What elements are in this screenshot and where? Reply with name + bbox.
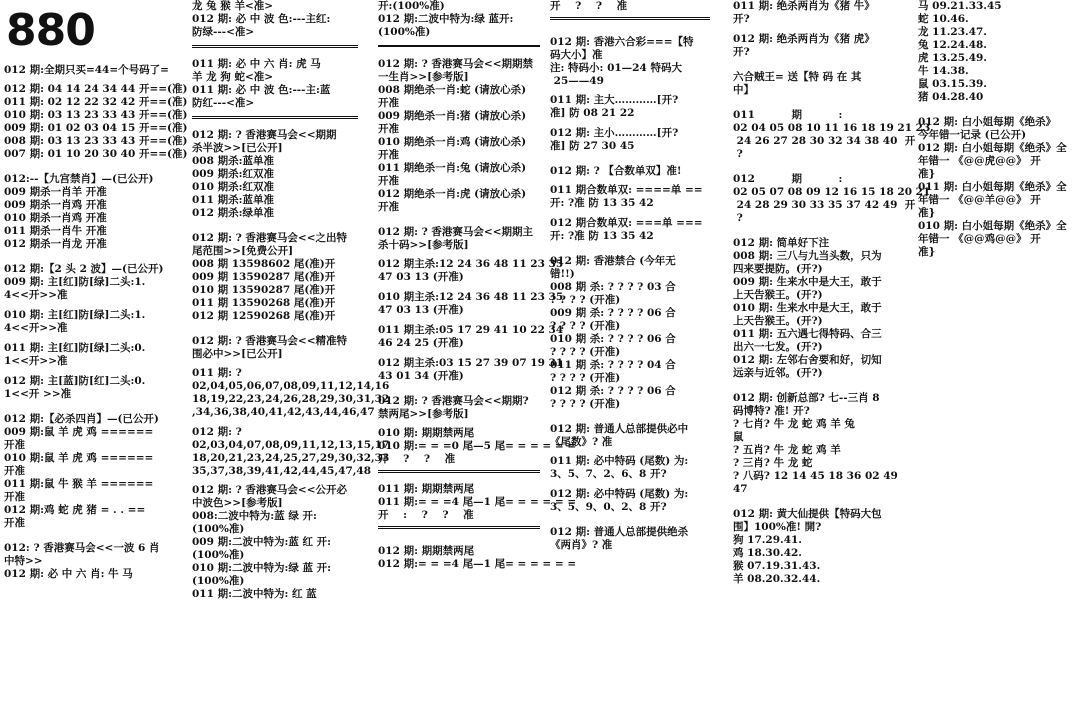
text-line: 010 期绝杀一肖:鸡 (请放心杀)	[378, 136, 527, 148]
text-line: ? 五肖? 牛 龙 蛇 鸡 羊	[733, 444, 841, 456]
text-line: 010 期 杀: ? ? ? ? 06 合	[550, 333, 676, 345]
section-bo	[192, 129, 358, 220]
text-line: 012 期:二波中特为:绿 蓝开:	[378, 13, 514, 25]
text-line: 02,03,04,07,08,09,11,12,13,15,17	[192, 439, 390, 451]
text-line: 009 期杀一肖鸡 开准	[4, 199, 107, 211]
section-shima	[378, 226, 564, 383]
section-daxiao	[550, 36, 710, 153]
text-line: 龙 兔 猴 羊<准>	[192, 0, 274, 12]
text-line: 中】	[733, 84, 754, 96]
text-line: 开准	[378, 97, 399, 109]
text-line: 开准	[4, 465, 25, 477]
intro-line: 012 期:全期只买=44=个号码了=	[4, 64, 169, 76]
section-title: 012 期: 简单好下注	[733, 237, 830, 249]
text-line: 008 期 杀: ? ? ? ? 03 合	[550, 281, 676, 293]
text-line: 011 期绝杀一肖:兔 (请放心杀)	[378, 162, 527, 174]
divider	[378, 470, 540, 477]
text-line: 012 期: ?	[192, 426, 242, 438]
section-liangwei	[378, 395, 577, 571]
text-line: 47	[733, 483, 748, 495]
text-line: 开?	[733, 13, 750, 25]
text-line: 远亲与近邻。(开?)	[733, 367, 823, 379]
section-title	[378, 395, 540, 421]
text-line: 012 期: 香港禁合 (今年无	[550, 255, 676, 267]
section-title	[378, 226, 540, 252]
section-jinhe	[550, 255, 710, 411]
text-line: 25——49	[550, 75, 604, 87]
section-wei	[192, 232, 358, 323]
text-line: 18,19,22,23,24,26,28,29,30,31,32	[192, 393, 390, 405]
text-line: (100%准)	[192, 523, 245, 535]
text-line: 上天告猴王。(开?)	[733, 289, 823, 301]
text-line: 一生肖>>[参考版]	[378, 71, 469, 83]
text-line: 012 期: ? 香港赛马会<<公开必	[192, 484, 348, 496]
text-line	[4, 335, 172, 342]
section-zongbu	[733, 392, 905, 496]
divider	[378, 45, 540, 47]
text-line: 011 期主杀:05 17 29 41 10 22 34	[378, 324, 564, 336]
text-line: ? 三肖? 牛 龙 蛇	[733, 457, 813, 469]
section-title	[192, 484, 358, 510]
text-line: 中特>>	[4, 555, 43, 567]
column-6	[918, 0, 1078, 708]
text-line: 开: ?准 防 13 35 42	[550, 197, 654, 209]
text-line: 010 期:= = =0 尾—5 尾= = = = = =	[378, 440, 577, 452]
text-line: 错!!)	[550, 268, 575, 280]
text-line: 马 09.21.33.45	[918, 0, 1002, 12]
text-line: 六合贼王= 送【特 码 在 其	[733, 71, 862, 83]
text-line: 012 期: 创新总部? 七--三肖 8	[733, 392, 880, 404]
text-line	[4, 368, 172, 375]
text-line: 012 期杀:绿单准	[192, 207, 274, 219]
text-line: 010 期:二波中特为:绿 蓝 开:	[192, 562, 332, 574]
text-line: 鸡 18.30.42.	[733, 547, 802, 559]
text-line: 009 期:鼠 羊 虎 鸡 ======	[4, 426, 154, 438]
section-title	[192, 335, 358, 361]
text-line: 注: 特码小: 01—24 特码大	[550, 62, 682, 74]
text-line: 012 期: 必 中 波 色:---主红:	[192, 13, 331, 25]
text-line: 鼠	[733, 431, 744, 443]
section-liangtou	[4, 263, 172, 401]
text-line: 012 期: 普通人总部提供绝杀	[550, 526, 689, 538]
text-line: 009 期杀:红双准	[192, 168, 274, 180]
text-line: 012 期: 04 14 24 34 44 开==(准)	[4, 83, 188, 95]
text-line: 008 期: 三八与九当头数，只为	[733, 250, 882, 262]
text-line: 010 期 13590287 尾(准)开	[192, 284, 336, 296]
section-weishu	[550, 423, 710, 514]
section-juesha	[918, 116, 1078, 259]
text-line: 开准	[4, 491, 25, 503]
text-line: 1<<开 >>准	[4, 388, 72, 400]
text-line: 010 期:鼠 羊 虎 鸡 ======	[4, 452, 154, 464]
text-line: 18,20,21,23,24,25,27,29,30,32,33	[192, 452, 390, 464]
list-bo	[192, 155, 358, 220]
text-line: 47 03 13 (开准)	[378, 304, 464, 316]
text-line: ?	[733, 148, 743, 160]
section-top	[192, 0, 358, 39]
text-line: 008 期杀:蓝单准	[192, 155, 274, 167]
text-line: (100%准)	[378, 26, 431, 38]
text-line: 《两肖》? 准	[550, 539, 613, 551]
text-line: 011 期杀一肖牛 开准	[4, 225, 107, 237]
section-title	[192, 232, 358, 258]
text-line: 3、5、9、0、2、8 开?	[550, 501, 667, 513]
text-line: 012 期主杀:03 15 27 39 07 19 31	[378, 357, 564, 369]
text-line: ? 七肖? 牛 龙 蛇 鸡 羊 兔	[733, 418, 855, 430]
text-line: 012 期:= = =4 尾—1 尾= = = = = =	[378, 558, 577, 570]
text-line: 准}	[918, 207, 936, 219]
text-line: 012 期: ? 香港赛马会<<期期?	[378, 395, 529, 407]
list-jinhe	[550, 281, 710, 411]
section-numbers	[4, 83, 188, 161]
text-line: 011 期: 白小姐每期《绝杀》全	[918, 181, 1067, 193]
text-line: 012 期主杀:12 24 36 48 11 23 35	[378, 258, 564, 270]
text-line: 012 期: 必中特码 (尾数) 为:	[550, 488, 689, 500]
text-line: 008 期 13598602 尾(准)开	[192, 258, 336, 270]
text-line: 011 期: 主[红]防[绿]二头:0.	[4, 342, 146, 354]
list-heshu	[550, 184, 710, 243]
text-line: 开 : ? ? 准	[378, 509, 474, 521]
text-line: 010 期: 白小姐每期《绝杀》全	[918, 220, 1067, 232]
text-line: 011 期: ?	[192, 367, 242, 379]
text-line: 开?	[733, 46, 750, 58]
text-line: 开准	[378, 149, 399, 161]
text-line: 010 期: 主[红]防[绿]二头:1.	[4, 309, 146, 321]
text-line	[733, 26, 905, 33]
text-line: 43 01 34 (开准)	[378, 370, 464, 382]
text-line	[378, 317, 540, 324]
text-line	[550, 210, 710, 217]
logo: 880	[6, 5, 95, 56]
text-line: 012 期: ? 香港赛马会<<期期主	[378, 226, 534, 238]
text-line: 012 期: 期期禁两尾	[378, 545, 475, 557]
text-line: 围】100%准! 開?	[733, 521, 822, 533]
section-title: 012 期:【2 头 2 波】—(已公开)	[4, 263, 164, 275]
text-line: 011 期: 五六遇七得特码、合三	[733, 328, 882, 340]
text-line: 011 期:= = =4 尾—1 尾= = = = = =	[378, 496, 577, 508]
list-liangwei	[378, 427, 577, 466]
text-line: 012 期: 左邻右舍要和好，切知	[733, 354, 882, 366]
text-line: 防绿---<准>	[192, 26, 255, 38]
text-line: 羊 龙 狗 蛇<准>	[192, 71, 274, 83]
text-line: 012 期 杀: ? ? ? ? 06 合	[550, 385, 676, 397]
section-title: 012:--【九宫禁肖】—(已公开)	[4, 173, 154, 185]
text-line: 011 期: 期期禁两尾	[378, 483, 475, 495]
text-line: 猪 04.28.40	[918, 91, 984, 103]
text-line: 蛇 10.46.	[918, 13, 969, 25]
text-line: 011 期: 02 12 22 32 42 开==(准)	[4, 96, 188, 108]
text-line: 011 期 杀: ? ? ? ? 04 合	[550, 359, 676, 371]
text-line: 011 期: 必 中 六 肖: 虎 马	[192, 58, 321, 70]
text-line: 011 期 13590268 尾(准)开	[192, 297, 336, 309]
text-line	[4, 302, 172, 309]
list-liangwei-3	[378, 545, 577, 571]
column-5	[733, 0, 931, 708]
text-line: 012 期合数单双: ===单 ===	[550, 217, 703, 229]
list-wei	[192, 258, 358, 323]
text-line: 24 26 27 28 30 32 34 38 40 开	[733, 135, 916, 147]
text-line: 兔 12.24.48.	[918, 39, 987, 51]
text-line: 龙 11.23.47.	[918, 26, 987, 38]
text-line: 011 期:二波中特为: 红 蓝	[192, 588, 317, 600]
text-line: 鼠 03.15.39.	[918, 78, 987, 90]
text-line: 上天告猴王。(开?)	[733, 315, 823, 327]
text-line: 狗 17.29.41.	[733, 534, 802, 546]
section-qi12	[733, 173, 931, 225]
text-line: 008 期: 03 13 23 33 43 开==(准)	[4, 135, 188, 147]
text-line: ? ? ? ? (开准)	[550, 346, 621, 358]
text-line: 出六一七发。(开?)	[733, 341, 823, 353]
text-line: 开:(100%准)	[378, 0, 445, 12]
text-line: 012 期: 必 中 六 肖: 牛 马	[4, 568, 133, 580]
text-line: 012 期: ? 香港赛马会<<之出特	[192, 232, 348, 244]
text-line: 012 期:鸡 蛇 虎 猪 = . . ==	[4, 504, 146, 516]
text-line: 开准	[4, 439, 25, 451]
text-line: ?	[733, 212, 743, 224]
text-line: (100%准)	[192, 549, 245, 561]
text-line: 012 期: 白小姐每期《绝杀》	[918, 116, 1057, 128]
text-line: 47 03 13 (开准)	[378, 271, 464, 283]
text-line: 开准	[378, 201, 399, 213]
section-title	[378, 58, 540, 84]
text-line: 开准	[378, 175, 399, 187]
text-line: 008:二波中特为:蓝 绿 开:	[192, 510, 317, 522]
text-line: ? ? ? ? (开准)	[550, 398, 621, 410]
text-line: 围必中>>[已公开]	[192, 348, 283, 360]
text-line: ? ? ? ? (开准)	[550, 372, 621, 384]
section-title	[192, 129, 358, 155]
text-line: 今年错一记录 (已公开)	[918, 129, 1027, 141]
text-line: 012: ? 香港赛马会<<一波 6 肖	[4, 542, 160, 554]
text-line: 011 期:鼠 牛 猴 羊 ======	[4, 478, 154, 490]
section-liuhe	[733, 71, 905, 97]
text-line: 杀半波>>[已公开]	[192, 142, 283, 154]
text-line	[550, 120, 710, 127]
section-title: 011 期 :	[733, 109, 843, 121]
section-bottom	[550, 526, 710, 552]
top-line: 开 ? ? 准	[550, 0, 628, 12]
text-line: 24 28 29 30 33 35 37 42 49 开	[733, 199, 916, 211]
list-sixiao	[4, 426, 172, 530]
text-line: 尾范围>>[免费公开]	[192, 245, 294, 257]
text-line: 02,04,05,06,07,08,09,11,12,14,16	[192, 380, 390, 392]
list-qi11	[733, 122, 931, 161]
text-line: 011 期: 必 中 波 色:---主:蓝	[192, 84, 331, 96]
text-line: 009 期绝杀一肖:猪 (请放心杀)	[378, 110, 527, 122]
text-line: 007 期: 01 10 20 30 40 开==(准)	[4, 148, 188, 160]
text-line: 码大小】准	[550, 49, 603, 61]
column-4	[550, 0, 710, 708]
text-line	[192, 419, 358, 426]
list-weishu	[550, 455, 710, 514]
text-line: 010 期杀一肖鸡 开准	[4, 212, 107, 224]
section-jianpu	[733, 237, 905, 380]
text-line: 准] 防 08 21 22	[550, 107, 635, 119]
text-line: 012 期: 主[蓝]防[红]二头:0.	[4, 375, 146, 387]
text-line: 011 期: 必中特码 (尾数) 为:	[550, 455, 689, 467]
text-line: 009 期 杀: ? ? ? ? 06 合	[550, 307, 676, 319]
section-title	[733, 508, 905, 534]
section-title	[550, 255, 710, 281]
divider	[192, 45, 358, 52]
text-line: 开准	[378, 123, 399, 135]
list-jianpu	[733, 250, 905, 380]
text-line: 02 04 05 08 10 11 16 18 19 21 23	[733, 122, 931, 134]
text-line: 011 期合数单双: ====单 ==	[550, 184, 703, 196]
text-line: 009 期 13590287 尾(准)开	[192, 271, 336, 283]
section-top	[918, 0, 1078, 104]
section-qi11	[733, 109, 931, 161]
text-line: 012 期: 普通人总部提供必中	[550, 423, 689, 435]
text-line: 012 期: ? 香港赛马会<<期期	[192, 129, 337, 141]
text-line	[378, 284, 540, 291]
text-line	[550, 481, 710, 488]
text-line: 开准	[4, 517, 25, 529]
text-line: 012 期杀一肖龙 开准	[4, 238, 107, 250]
text-line: 010 期: 03 13 23 33 43 开==(准)	[4, 109, 188, 121]
text-line: ? ? ? ? (开准)	[550, 320, 621, 332]
text-line: 012 期: 主小…………[开?	[550, 127, 679, 139]
section-jiuguan	[4, 173, 172, 251]
text-line: 012 期 12590268 尾(准)开	[192, 310, 336, 322]
list-liangwei-2	[378, 483, 577, 522]
section-title: 012 期: ? 【合数单双】准!	[550, 165, 682, 177]
divider	[192, 116, 358, 123]
section-mid	[192, 58, 358, 110]
text-line: 中波色>>[参考版]	[192, 497, 283, 509]
text-line: 010 期杀:红双准	[192, 181, 274, 193]
section-sixiao	[4, 413, 172, 530]
text-line: 准}	[918, 246, 936, 258]
text-line: 011 期杀:蓝单准	[192, 194, 274, 206]
text-line: 虎 13.25.49.	[918, 52, 987, 64]
text-line: (100%准)	[192, 575, 245, 587]
text-line: 猴 07.19.31.43.	[733, 560, 821, 572]
text-line: 四来要提防。(开?)	[733, 263, 823, 275]
text-line: 年错一 《@@羊@@》 开	[918, 194, 1041, 206]
text-line: 012 期: 绝杀两肖为《猪 虎》	[733, 33, 875, 45]
text-line: 02 05 07 08 09 12 16 15 18 20 21	[733, 186, 931, 198]
divider	[550, 17, 710, 24]
text-line: 010 期: 期期禁两尾	[378, 427, 475, 439]
text-line: 年错一 《@@虎@@》 开	[918, 155, 1041, 167]
section-top	[378, 0, 540, 39]
section-huangdaxian	[733, 508, 905, 586]
list-tewei	[192, 367, 390, 478]
list-erbo	[192, 510, 358, 601]
list-daxiao	[550, 94, 710, 153]
column-1	[4, 0, 188, 708]
list-jiuguan	[4, 186, 172, 251]
divider	[378, 526, 540, 533]
text-line: ? 八码? 12 14 45 18 36 02 49	[733, 470, 898, 482]
text-line: 防红---<准>	[192, 97, 255, 109]
text-line: 009 期: 主[红]防[绿]二头:1.	[4, 276, 146, 288]
section-top	[733, 0, 905, 59]
text-line: 011 期: 主大…………[开?	[550, 94, 679, 106]
text-line: 46 24 25 (开准)	[378, 337, 464, 349]
text-line: 012 期: ? 香港赛马会<<精准特	[192, 335, 348, 347]
text-line: 012 期: 黄大仙提供【特码大包	[733, 508, 882, 520]
text-line: ? ? ? ? (开准)	[550, 294, 621, 306]
text-line: 4<<开>>准	[4, 322, 68, 334]
section-bottom	[4, 542, 172, 581]
text-line	[378, 350, 540, 357]
text-line: 4<<开>>准	[4, 289, 68, 301]
text-line: 准}	[918, 168, 936, 180]
section-tewei	[192, 335, 390, 478]
text-line: 009 期: 01 02 03 04 15 开==(准)	[4, 122, 188, 134]
section-title	[550, 423, 710, 449]
text-line: 35,37,38,39,41,42,44,45,47,48	[192, 465, 372, 477]
text-line: 羊 08.20.32.44.	[733, 573, 821, 585]
text-line: 年错一 《@@鸡@@》 开	[918, 233, 1041, 245]
section-title	[550, 36, 710, 62]
list-yixiao	[378, 84, 540, 214]
text-line: 008 期绝杀一肖:蛇 (请放心杀)	[378, 84, 527, 96]
text-line: 010 期主杀:12 24 36 48 11 23 35	[378, 291, 564, 303]
list-shima	[378, 258, 564, 383]
text-line: 1<<开>>准	[4, 355, 68, 367]
list-huangdaxian	[733, 534, 905, 586]
section-note	[550, 62, 710, 88]
text-line: 012 期绝杀一肖:虎 (请放心杀)	[378, 188, 527, 200]
section-title: 012 期 :	[733, 173, 843, 185]
text-line: 009 期杀一肖羊 开准	[4, 186, 107, 198]
text-line: ,34,36,38,40,41,42,43,44,46,47	[192, 406, 375, 418]
text-line: 012 期: 白小姐每期《绝杀》全	[918, 142, 1067, 154]
text-line: 《尾数》? 准	[550, 436, 613, 448]
section-intro	[4, 64, 172, 77]
text-line: 禁两尾>>[参考版]	[378, 408, 469, 420]
section-title: 012 期:【必杀四肖】—(已公开)	[4, 413, 159, 425]
text-line: 012 期: ? 香港赛马会<<期期禁	[378, 58, 534, 70]
text-line: 码博特? 准! 开?	[733, 405, 810, 417]
text-line: 011 期: 绝杀两肖为《猪 牛》	[733, 0, 875, 12]
text-line: 010 期: 生来水中是大王，敢于	[733, 302, 882, 314]
text-line: 3、5、7、2、6、8 开?	[550, 468, 667, 480]
section-yixiao	[378, 58, 540, 214]
text-line: 准] 防 27 30 45	[550, 140, 635, 152]
text-line: 开: ?准 防 13 35 42	[550, 230, 654, 242]
list-liangtou	[4, 276, 172, 401]
text-line: 009 期:二波中特为:蓝 红 开:	[192, 536, 332, 548]
text-line: 牛 14.38.	[918, 65, 969, 77]
section-heshu	[550, 165, 710, 243]
text-line: 012 期: 香港六合彩===【特	[550, 36, 694, 48]
section-erbo	[192, 484, 358, 601]
list-qi12	[733, 186, 931, 225]
text-line: 开 ? ? 准	[378, 453, 456, 465]
text-line: 杀十码>>[参考版]	[378, 239, 469, 251]
text-line: 009 期: 生来水中是大王，敢于	[733, 276, 882, 288]
